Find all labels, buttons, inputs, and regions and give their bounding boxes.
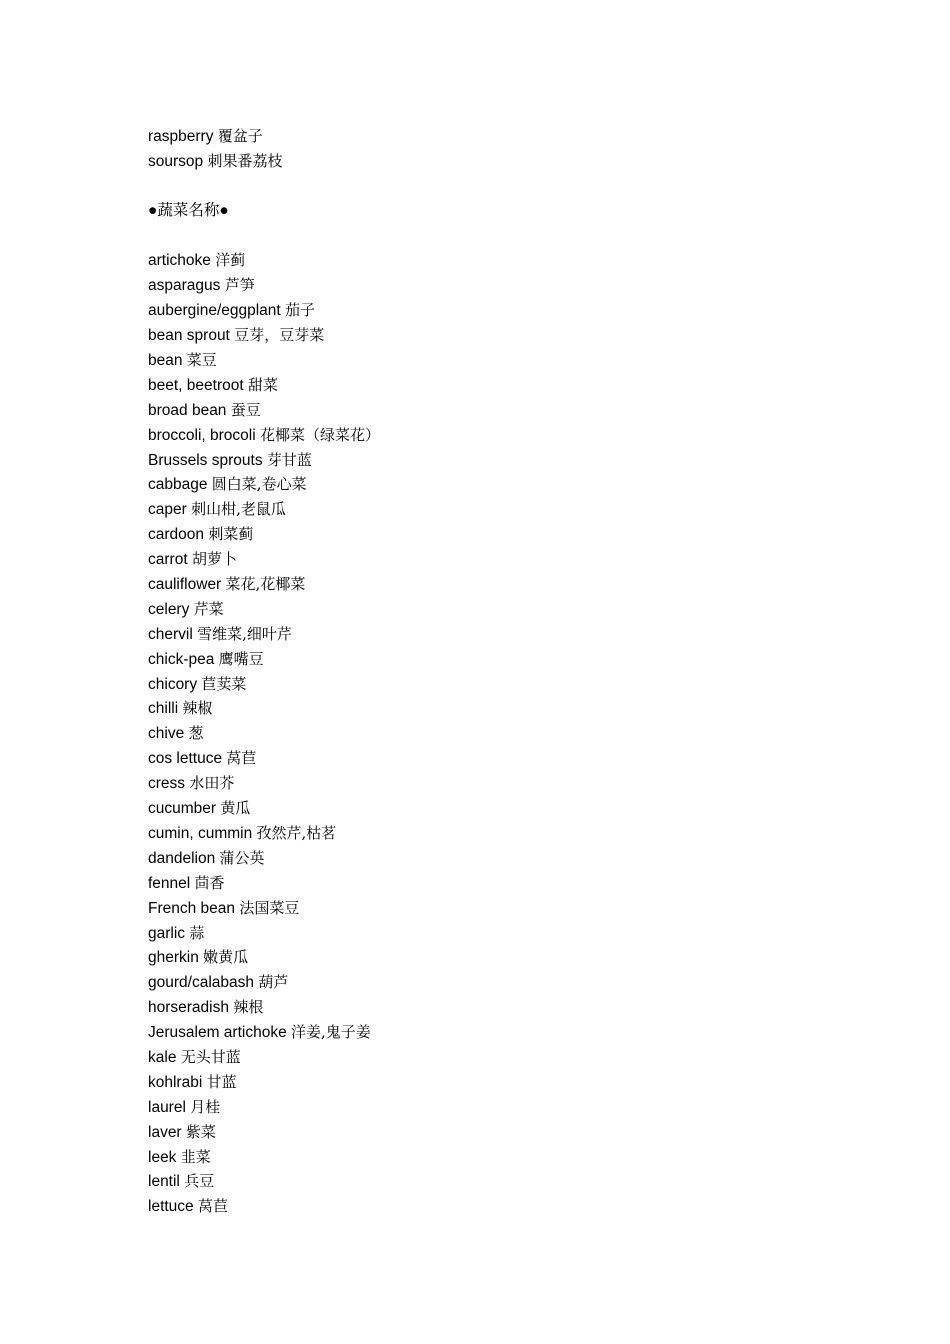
english-term: aubergine/eggplant	[148, 302, 281, 320]
list-item	[148, 746, 848, 771]
list-item	[148, 572, 848, 597]
chinese-term: 刺山柑,老鼠瓜	[191, 500, 286, 519]
english-term: garlic	[148, 924, 186, 942]
chinese-term: 菜豆	[186, 351, 217, 370]
chinese-term: 刺菜蓟	[208, 525, 254, 544]
english-term: chicory	[148, 675, 198, 693]
list-item	[148, 1095, 848, 1120]
chinese-term: 芹菜	[193, 599, 224, 618]
chinese-term: 孜然芹,枯茗	[256, 823, 337, 842]
english-term: cumin, cummin	[148, 824, 253, 842]
chinese-term: 芽甘蓝	[266, 450, 312, 469]
english-term: laver	[148, 1123, 182, 1141]
list-item	[148, 796, 848, 821]
english-term: cardoon	[148, 526, 205, 544]
blank-line	[148, 174, 848, 199]
english-term: leek	[148, 1148, 177, 1166]
list-item	[148, 821, 848, 846]
list-item	[148, 1194, 848, 1219]
chinese-term: 圆白菜,卷心菜	[211, 475, 307, 494]
chinese-term: 兵豆	[184, 1172, 215, 1191]
list-item	[148, 1045, 848, 1070]
english-term: celery	[148, 600, 190, 618]
chinese-term: 蒜	[189, 923, 205, 942]
chinese-term: 芦笋	[224, 276, 255, 295]
list-item	[148, 348, 848, 373]
list-item	[148, 522, 848, 547]
chinese-term: 莴苣	[226, 749, 257, 768]
english-term: fennel	[148, 874, 191, 892]
list-item	[148, 672, 848, 697]
chinese-term: 紫菜	[185, 1122, 216, 1141]
chinese-term: 甘蓝	[206, 1072, 237, 1091]
chinese-term: 月桂	[190, 1097, 221, 1116]
list-item	[148, 995, 848, 1020]
chinese-term: 蒲公英	[219, 848, 265, 867]
chinese-term: 茄子	[285, 301, 316, 320]
english-term: beet, beetroot	[148, 376, 244, 394]
list-item	[148, 448, 848, 473]
chinese-term: 法国菜豆	[239, 898, 300, 917]
list-item	[148, 423, 848, 448]
english-term: bean	[148, 352, 183, 370]
english-term: cabbage	[148, 476, 208, 494]
english-term: broccoli, brocoli	[148, 426, 256, 444]
chinese-term: 无头甘蓝	[180, 1047, 241, 1066]
list-item	[148, 248, 848, 273]
chinese-term: 辣椒	[182, 699, 213, 718]
english-term: cauliflower	[148, 576, 222, 594]
list-item	[148, 298, 848, 323]
chinese-term: 刺果番荔枝	[207, 151, 283, 170]
list-item	[148, 398, 848, 423]
chinese-term: 韭菜	[180, 1147, 211, 1166]
list-item	[148, 1070, 848, 1095]
list-item	[148, 1145, 848, 1170]
list-item	[148, 896, 848, 921]
chinese-term: 菜花,花椰菜	[225, 575, 306, 594]
list-item	[148, 373, 848, 398]
english-term: broad bean	[148, 401, 227, 419]
english-term: cucumber	[148, 800, 217, 818]
chinese-term: 胡萝卜	[191, 550, 237, 569]
chinese-term: 苣荬菜	[201, 674, 247, 693]
list-item	[148, 647, 848, 672]
list-item	[148, 846, 848, 871]
chinese-term: 覆盆子	[217, 127, 263, 145]
english-term: cress	[148, 775, 186, 793]
english-term: Brussels sprouts	[148, 451, 263, 469]
chinese-term: 花椰菜（绿菜花）	[260, 425, 381, 444]
chinese-term: 洋蓟	[215, 251, 246, 270]
english-term: asparagus	[148, 277, 221, 295]
english-term: caper	[148, 501, 187, 519]
chinese-term: 嫩黄瓜	[203, 948, 249, 967]
list-item	[148, 1020, 848, 1045]
english-term: gourd/calabash	[148, 974, 254, 992]
section-heading: ●蔬菜名称●	[148, 201, 229, 219]
list-item	[148, 622, 848, 647]
list-item	[148, 497, 848, 522]
english-term: chervil	[148, 625, 193, 643]
list-item	[148, 1169, 848, 1194]
list-item	[148, 921, 848, 946]
list-item	[148, 124, 848, 149]
intro-list	[148, 124, 848, 174]
chinese-term: 葫芦	[258, 973, 289, 992]
chinese-term: 洋姜,鬼子姜	[291, 1023, 371, 1042]
list-item	[148, 323, 848, 348]
english-term: dandelion	[148, 849, 216, 867]
english-term: cos lettuce	[148, 750, 223, 768]
english-term: chilli	[148, 700, 179, 718]
chinese-term: 鹰嘴豆	[218, 649, 264, 668]
english-term: laurel	[148, 1098, 186, 1116]
english-term: artichoke	[148, 252, 211, 270]
list-item	[148, 945, 848, 970]
chinese-term: 水田芥	[189, 774, 235, 793]
list-item	[148, 871, 848, 896]
chinese-term: 茴香	[194, 873, 225, 892]
chinese-term: 辣根	[233, 998, 264, 1017]
chinese-term: 黄瓜	[220, 799, 251, 818]
list-item	[148, 970, 848, 995]
english-term: French bean	[148, 899, 236, 917]
list-item	[148, 771, 848, 796]
list-item	[148, 472, 848, 497]
list-item	[148, 721, 848, 746]
english-term: lentil	[148, 1173, 180, 1191]
chinese-term: 甜菜	[247, 375, 278, 394]
english-term: raspberry	[148, 128, 214, 145]
chinese-term: 莴苣	[197, 1197, 228, 1216]
chinese-term: 蚕豆	[230, 400, 261, 419]
list-item	[148, 1120, 848, 1145]
english-term: lettuce	[148, 1198, 194, 1216]
list-item	[148, 597, 848, 622]
vegetable-list	[148, 248, 848, 1219]
english-term: bean sprout	[148, 327, 230, 345]
chinese-term: 豆芽，豆芽菜	[234, 326, 325, 345]
english-term: kohlrabi	[148, 1073, 203, 1091]
chinese-term: 雪维菜,细叶芹	[197, 624, 292, 643]
list-item	[148, 149, 848, 174]
list-item	[148, 547, 848, 572]
english-term: gherkin	[148, 949, 199, 967]
document-body	[148, 124, 848, 1219]
english-term: soursop	[148, 152, 204, 170]
list-item	[148, 273, 848, 298]
english-term: chive	[148, 725, 185, 743]
list-item	[148, 696, 848, 721]
english-term: horseradish	[148, 999, 229, 1017]
english-term: chick-pea	[148, 650, 215, 668]
english-term: kale	[148, 1048, 177, 1066]
english-term: Jerusalem artichoke	[148, 1024, 287, 1042]
chinese-term: 葱	[188, 724, 204, 743]
english-term: carrot	[148, 551, 188, 569]
blank-line	[148, 224, 848, 249]
